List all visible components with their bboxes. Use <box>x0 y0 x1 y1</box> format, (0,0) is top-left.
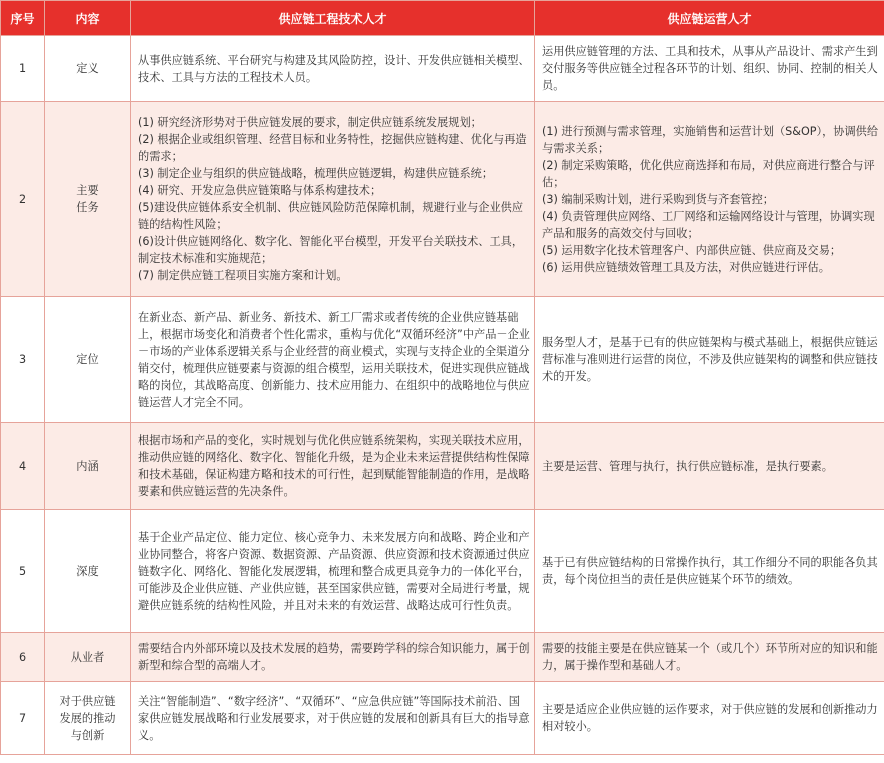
header-content: 内容 <box>45 1 131 36</box>
table-row <box>1 423 884 510</box>
cell-text-line: 根据市场和产品的变化，实时规划与优化供应链系统架构，实现关联技术应用，推动供应链的网络化、数字化、智能化升级，是为企业未来运营提供结构性保障和技术基础，保证构建方略和技术的可行性，起到赋能智能制造的作用，是战略要素和供应链运营的先决条件。 <box>138 434 530 498</box>
row-index: 1 <box>1 36 45 102</box>
cell-text-line: 关注“智能制造”、“数字经济”、“双循环”、“应急供应链”等国际技术前沿、国家供应链发展战略和行业发展要求，对于供应链的发展和创新具有巨大的指导意义。 <box>138 694 530 742</box>
header-index: 序号 <box>1 1 45 36</box>
cell-text-line: (6) 运用供应链绩效管理工具及方法，对供应链进行评估。 <box>542 260 830 274</box>
header-engineering-talent: 供应链工程技术人才 <box>131 1 535 36</box>
cell-text-line: 需要结合内外部环境以及技术发展的趋势，需要跨学科的综合知识能力，属于创新型和综合型的高端人才。 <box>138 642 530 672</box>
operations-talent-cell <box>535 297 884 423</box>
cell-text-line: (4) 负责管理供应网络、工厂网络和运输网络设计与管理，协调实现产品和服务的高效交付与回收； <box>542 209 875 240</box>
header-operations-talent: 供应链运营人才 <box>535 1 884 36</box>
row-index: 7 <box>1 682 45 755</box>
row-topic: 定位 <box>45 297 131 423</box>
cell-text-line: 基于企业产品定位、能力定位、核心竞争力、未来发展方向和战略、跨企业和产业协同整合，将客户资源、数据资源、产品资源、供应资源和技术资源通过供应链数字化、网络化、智能化发展逻辑，梳理和整合成更具竞争力的一体化平台，可能涉及企业供应链、产业供应链，甚至国家供应链，需要对全局进行考量，规避供应链系统的结构性风险，并且对未来的有效运营、战略达成可行性负责。 <box>138 530 530 612</box>
engineering-talent-cell <box>131 510 535 633</box>
cell-text-line: (7) 制定供应链工程项目实施方案和计划。 <box>138 269 348 282</box>
cell-text-line: 主要是运营、管理与执行，执行供应链标准，是执行要素。 <box>542 459 833 473</box>
cell-text-line: (1) 进行预测与需求管理，实施销售和运营计划（S&OP），协调供给与需求关系； <box>542 124 879 155</box>
engineering-talent-cell <box>131 297 535 423</box>
cell-text-line: 主要是适应企业供应链的运作要求，对于供应链的发展和创新推动力相对较小。 <box>542 703 878 733</box>
operations-talent-cell <box>535 633 884 682</box>
cell-text-line: (5)建设供应链体系安全机制、供应链风险防范保障机制，规避行业与企业供应链的结构性风险； <box>138 201 524 231</box>
table-header-row <box>1 1 884 36</box>
cell-text-line: (4) 研究、开发应急供应链策略与体系构建技术； <box>138 184 382 197</box>
cell-text-line: (6)设计供应链网络化、数字化、智能化平台模型，开发平台关联技术、工具，制定技术标准和实施规范； <box>138 235 524 265</box>
table-row <box>1 36 884 102</box>
cell-text-line: (2) 根据企业或组织管理、经营目标和业务特性，挖掘供应链构建、优化与再造的需求； <box>138 133 527 163</box>
row-index: 3 <box>1 297 45 423</box>
cell-text-line: (1) 研究经济形势对于供应链发展的要求，制定供应链系统发展规划； <box>138 116 482 129</box>
row-topic: 内涵 <box>45 423 131 510</box>
cell-text-line: 运用供应链管理的方法、工具和技术，从事从产品设计、需求产生到交付服务等供应链全过程各环节的计划、组织、协同、控制的相关人员。 <box>542 45 878 92</box>
table-row <box>1 633 884 682</box>
table-row <box>1 297 884 423</box>
table-body <box>1 36 884 755</box>
cell-text-line: 需要的技能主要是在供应链某一个（或几个）环节所对应的知识和能力，属于操作型和基础人才。 <box>542 642 878 672</box>
cell-text-line: (3) 编制采购计划，进行采购到货与齐套管控； <box>542 192 774 206</box>
engineering-talent-cell <box>131 682 535 755</box>
row-topic: 从业者 <box>45 633 131 682</box>
cell-text-line: (3) 制定企业与组织的供应链战略，梳理供应链逻辑，构建供应链系统； <box>138 167 494 180</box>
cell-text-line: 服务型人才，是基于已有的供应链架构与模式基础上，根据供应链运营标准与准则进行运营的岗位，不涉及供应链架构的调整和供应链技术的开发。 <box>542 336 878 383</box>
cell-text-line: (5) 运用数字化技术管理客户、内部供应链、供应商及交易； <box>542 243 842 257</box>
operations-talent-cell <box>535 510 884 633</box>
row-index: 4 <box>1 423 45 510</box>
table-row <box>1 102 884 297</box>
row-index: 5 <box>1 510 45 633</box>
cell-text-line: 在新业态、新产品、新业务、新技术、新工厂需求或者传统的企业供应链基础上，根据市场变化和消费者个性化需求，重构与优化“双循环经济”中产品－企业－市场的产业体系逻辑关系与企业经营的商业模式，实现与支持企业的全渠道分销交付，梳理供应链要素与资源的组合模型，运用关联技术，促进实现供应链战略的岗位，其战略高度、创新能力、技术应用能力、在组织中的战略地位与供应链运营人才完全不同。 <box>138 310 530 409</box>
table-row <box>1 682 884 755</box>
table-row <box>1 510 884 633</box>
row-topic: 对于供应链 发展的推动 与创新 <box>45 682 131 755</box>
operations-talent-cell <box>535 102 884 297</box>
operations-talent-cell <box>535 36 884 102</box>
engineering-talent-cell <box>131 36 535 102</box>
row-index: 2 <box>1 102 45 297</box>
cell-text-line: 基于已有供应链结构的日常操作执行，其工作细分不同的职能各负其责，每个岗位担当的责任是供应链某个环节的绩效。 <box>542 556 878 586</box>
row-topic: 深度 <box>45 510 131 633</box>
engineering-talent-cell <box>131 633 535 682</box>
engineering-talent-cell <box>131 102 535 297</box>
cell-text-line: (2) 制定采购策略，优化供应商选择和布局，对供应商进行整合与评估； <box>542 158 875 189</box>
cell-text-line: 从事供应链系统、平台研究与构建及其风险防控，设计、开发供应链相关模型、技术、工具与方法的工程技术人员。 <box>138 53 530 84</box>
row-topic: 定义 <box>45 36 131 102</box>
row-index: 6 <box>1 633 45 682</box>
row-topic: 主要 任务 <box>45 102 131 297</box>
operations-talent-cell <box>535 682 884 755</box>
engineering-talent-cell <box>131 423 535 510</box>
operations-talent-cell <box>535 423 884 510</box>
